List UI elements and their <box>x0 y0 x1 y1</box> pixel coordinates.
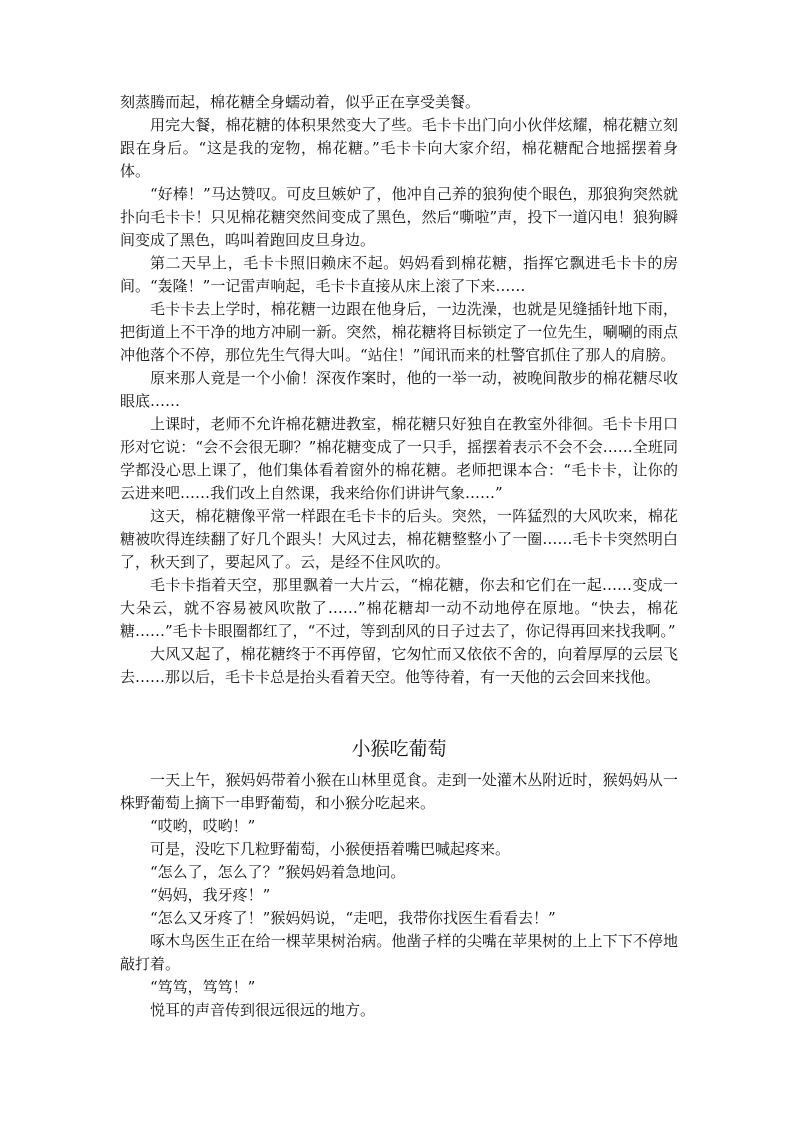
paragraph: 刻蒸腾而起，棉花糖全身蠕动着，似乎正在享受美餐。 <box>120 93 481 111</box>
paragraph: 用完大餐，棉花糖的体积果然变大了些。毛卡卡出门向小伙伴炫耀，棉花糖立刻跟在身后。“这是我的宠物，棉花糖。”毛卡卡向大家介绍，棉花糖配合地摇摆着身体。 <box>120 116 678 180</box>
paragraph: 大风又起了，棉花糖终于不再停留，它匆忙而又依依不舍的，向着厚厚的云层飞去……那以后，毛卡卡总是抬头看着天空。他等待着，有一天他的云会回来找他。 <box>120 645 678 686</box>
paragraph: 第二天早上，毛卡卡照旧赖床不起。妈妈看到棉花糖，指挥它飘进毛卡卡的房间。“轰隆！”一记雷声响起，毛卡卡直接从床上滚了下来…… <box>120 254 678 295</box>
paragraph: “哎哟，哎哟！” <box>150 817 256 835</box>
paragraph: “怎么了，怎么了？”猴妈妈着急地问。 <box>150 863 406 881</box>
paragraph: 可是，没吃下几粒野葡萄，小猴便捂着嘴巴喊起疼来。 <box>150 840 511 858</box>
document-page <box>120 91 678 1022</box>
paragraph: 毛卡卡去上学时，棉花糖一边跟在他身后，一边洗澡，也就是见缝插针地下雨，把街道上不干净的地方冲刷一新。突然，棉花糖将目标锁定了一位先生，唰唰的雨点冲他落个不停，那位先生气得大叫。“站住！”闻讯而来的杜警官抓住了那人的肩膀。 <box>120 300 678 364</box>
paragraph: 原来那人竟是一个小偷！深夜作案时，他的一举一动，被晚间散步的棉花糖尽收眼底…… <box>120 369 678 410</box>
story-cotton-candy <box>120 91 678 689</box>
paragraph: 一天上午，猴妈妈带着小猴在山林里觅食。走到一处灌木丛附近时，猴妈妈从一株野葡萄上摘下一串野葡萄，和小猴分吃起来。 <box>120 771 678 812</box>
paragraph: “好棒！”马达赞叹。可皮旦嫉妒了，他冲自己养的狼狗使个眼色，那狼狗突然就扑向毛卡卡！只见棉花糖突然间变成了黑色，然后“嘶啦”声，投下一道闪电！狼狗瞬间变成了黑色，呜叫着跑回皮旦身边。 <box>120 185 678 249</box>
paragraph: 毛卡卡指着天空，那里飘着一大片云，“棉花糖，你去和它们在一起……变成一大朵云，就不容易被风吹散了……”棉花糖却一动不动地停在原地。“快去，棉花糖……”毛卡卡眼圈都红了，“不过，等到刮风的日子过去了，你记得再回来找我啊。” <box>120 576 678 640</box>
paragraph: “笃笃，笃笃！” <box>150 978 256 996</box>
paragraph: 啄木鸟医生正在给一棵苹果树治病。他凿子样的尖嘴在苹果树的上上下下不停地敲打着。 <box>120 932 678 973</box>
story-title: 小猴吃葡萄 <box>351 738 447 760</box>
story-monkey-grapes <box>120 769 678 1022</box>
paragraph: 这天，棉花糖像平常一样跟在毛卡卡的后头。突然，一阵猛烈的大风吹来，棉花糖被吹得连续翻了好几个跟头！大风过去，棉花糖整整小了一圈……毛卡卡突然明白了，秋天到了，要起风了。云，是经不住风吹的。 <box>120 507 678 571</box>
paragraph: 上课时，老师不允许棉花糖进教室，棉花糖只好独自在教室外徘徊。毛卡卡用口形对它说：“会不会很无聊？”棉花糖变成了一只手，摇摆着表示不会不会……全班同学都没心思上课了，他们集体看着窗外的棉花糖。老师把课本合：“毛卡卡，让你的云进来吧……我们改上自然课，我来给你们讲讲气象……” <box>120 415 678 502</box>
paragraph: “妈妈，我牙疼！” <box>150 886 271 904</box>
paragraph: 悦耳的声音传到很远很远的地方。 <box>150 1001 376 1019</box>
paragraph: “怎么又牙疼了！”猴妈妈说，“走吧，我带你找医生看看去！” <box>150 909 556 927</box>
